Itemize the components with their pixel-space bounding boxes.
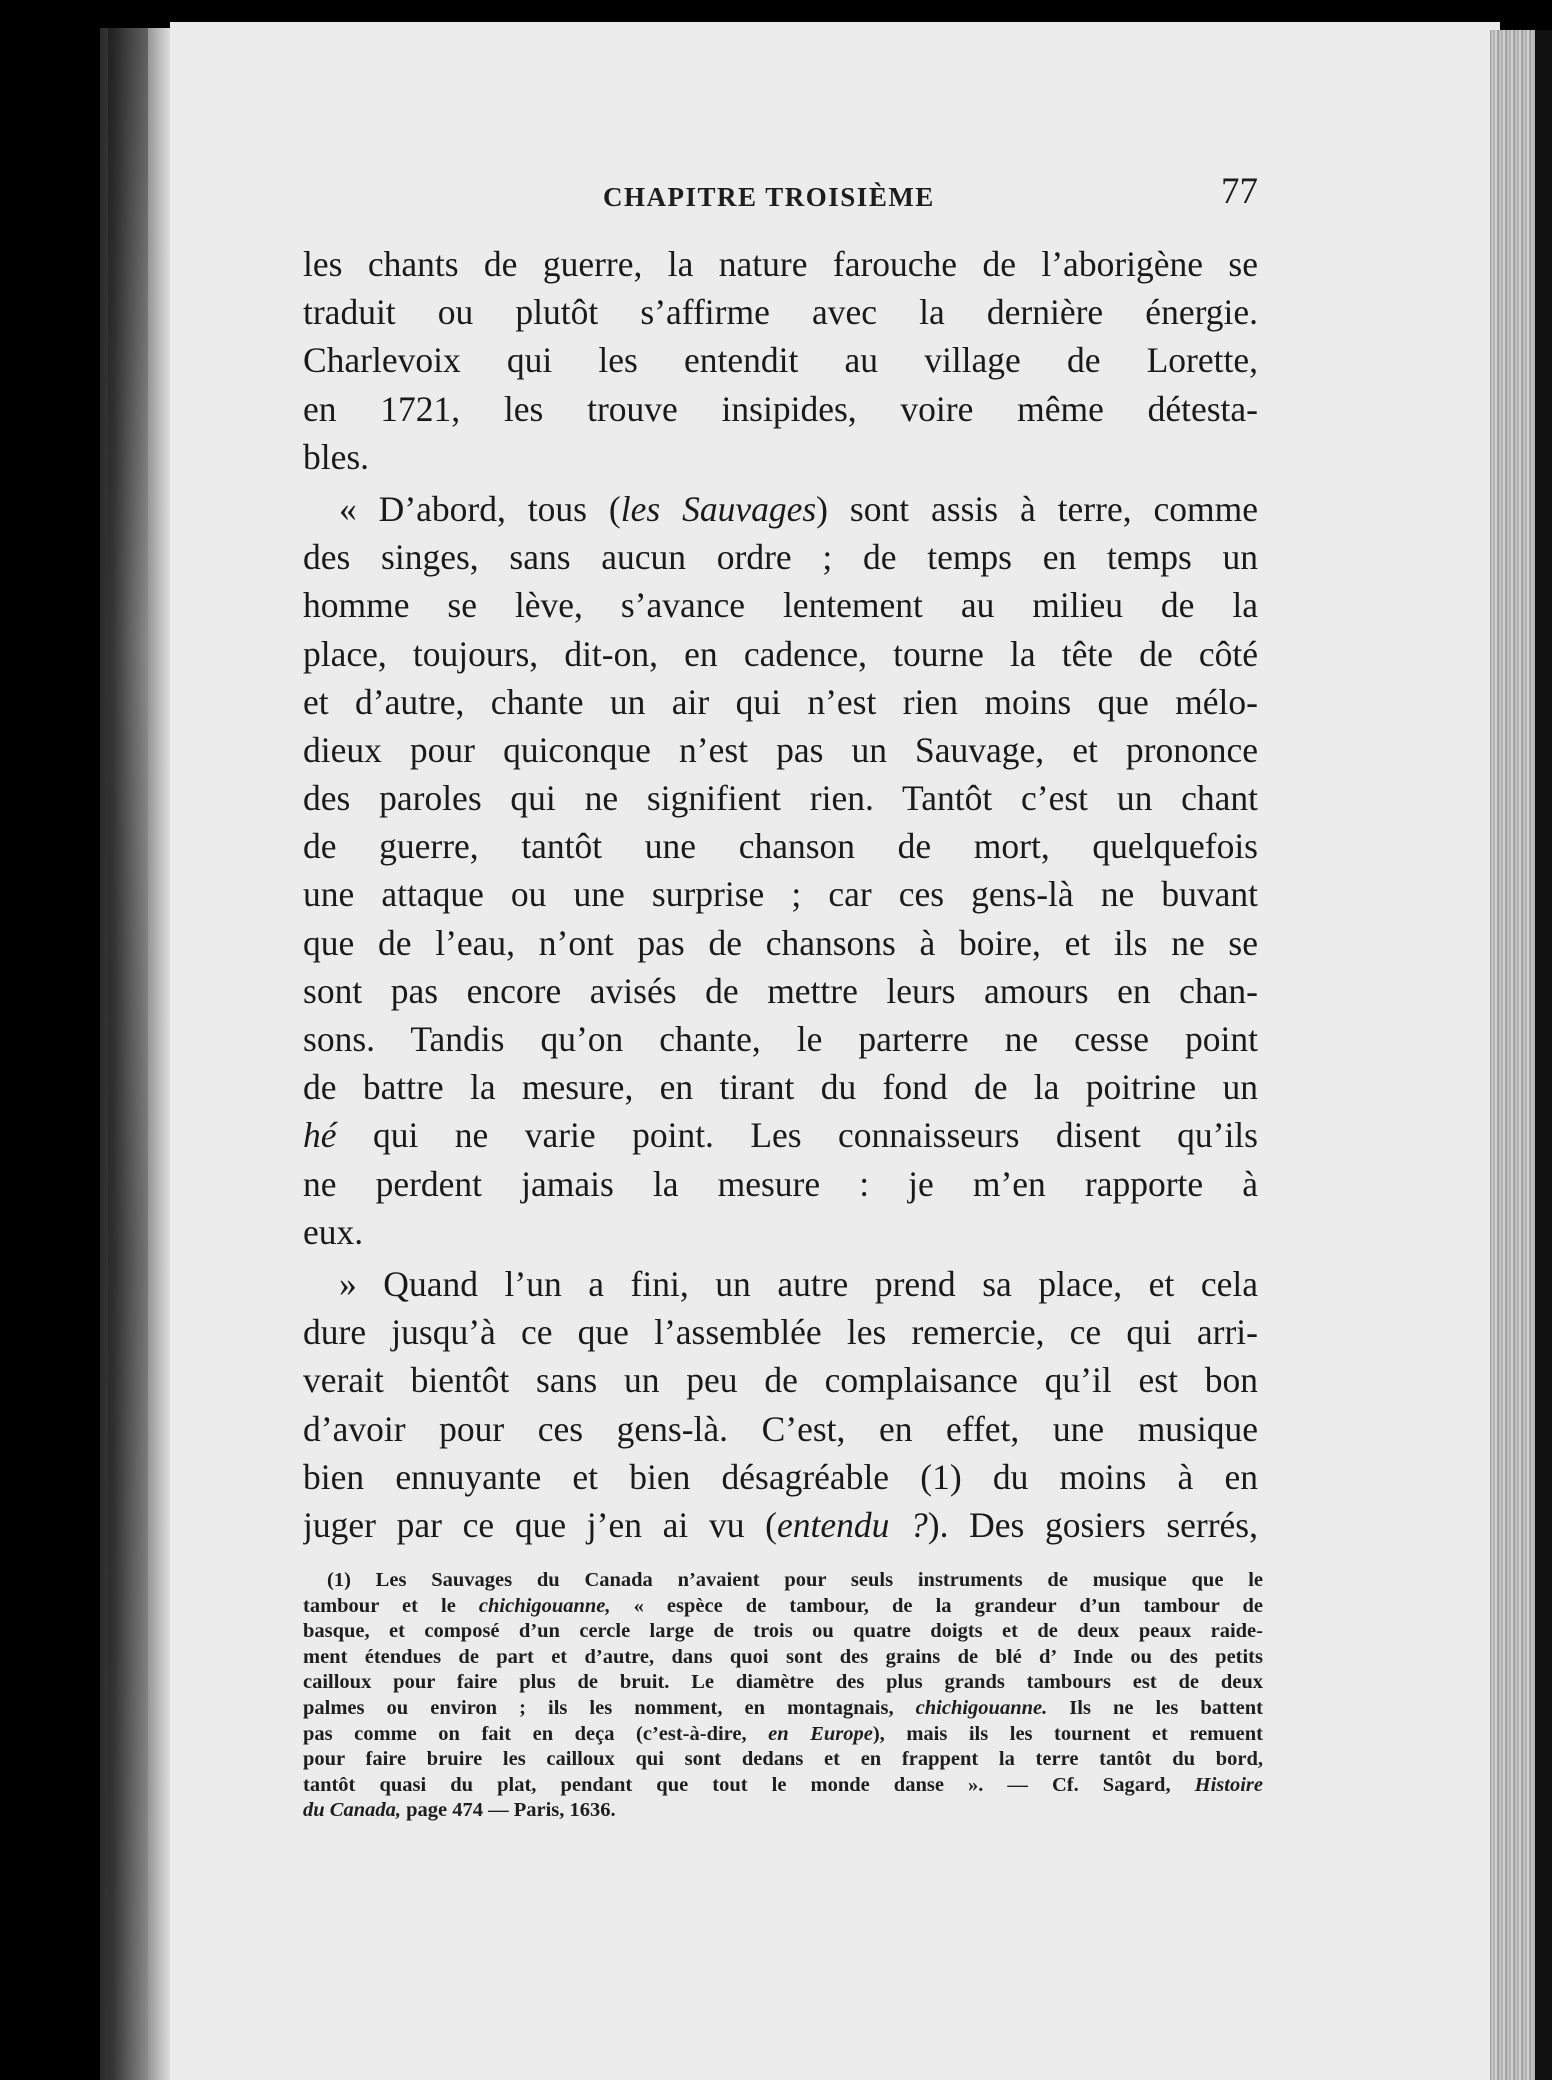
body-line-text: » Quand l’un a fini, un autre prend sa place, et cela [339,1263,1258,1304]
page-number: 77 [1221,171,1258,212]
footnote-line-text: tantôt quasi du plat, pendant que tout le monde danse ». — Cf. Sagard, [303,1773,1195,1796]
scan-background-left [0,0,100,2080]
body-line [303,385,1258,433]
body-line [303,1405,1258,1453]
body-line [303,581,1258,629]
body-line-text: en 1721, les trouve insipides, voire même détesta- [303,388,1258,429]
body-line [303,1501,1258,1549]
body-line-text: et d’autre, chante un air qui n’est rien moins que mélo- [303,681,1258,722]
footnote-line-text: ment étendues de part et d’autre, dans quoi sont des grains de blé d’ Inde ou des petits [303,1645,1263,1668]
footnote-line-text: basque, et composé d’un cercle large de trois ou quatre doigts et de deux peaux raide- [303,1620,1263,1643]
body-line-text: sons. Tandis qu’on chante, le parterre ne cesse point [303,1019,1258,1059]
footnote-line-text: tambour et le [303,1594,479,1617]
footnote-line [303,1568,1263,1594]
body-line-text: des singes, sans aucun ordre ; de temps en temps un [303,537,1258,578]
body-line [303,288,1258,336]
body-line-text: les chants de guerre, la nature farouche de l’aborigène se [303,244,1258,284]
footnote-line-text: pour faire bruire les cailloux qui sont dedans et en frappent la terre tantôt du bord, [303,1748,1263,1771]
body-line-text: juger par ce que j’en ai vu ( [303,1504,777,1545]
body-line [303,774,1258,822]
body-line [303,630,1258,678]
body-line-text: que de l’eau, n’ont pas de chansons à boire, et ils ne se [303,922,1258,963]
scan-background-right [1535,30,1552,2080]
footnote-line-text-after: « espèce de tambour, de la grandeur d’un tambour de [610,1594,1263,1617]
body-line-text: eux. [303,1211,364,1252]
footnote-line-italic: du Canada, [303,1799,401,1822]
body-line [303,336,1258,384]
footnote-line-italic: chichigouanne. [915,1696,1048,1719]
footnote-line [303,1798,1263,1824]
body-line-text: sont pas encore avisés de mettre leurs amours en chan- [303,970,1258,1011]
body-line [303,485,1258,533]
body-line [303,1160,1258,1208]
footnote-line [303,1722,1263,1748]
body-line-text-after: qui ne varie point. Les connaisseurs disent qu’ils [336,1115,1258,1156]
body-line [303,919,1258,967]
body-line [303,1063,1258,1111]
body-line-text: de battre la mesure, en tirant du fond de la poitrine un [303,1067,1258,1108]
body-line-text-after: ). Des gosiers serrés, [927,1504,1258,1545]
body-line-italic: entendu ? [776,1504,928,1545]
footnote-line-text-after: ), mais ils les tournent et remuent [872,1722,1263,1745]
footnote [303,1568,1263,1824]
body-line-text: bles. [303,436,370,477]
body-line [303,967,1258,1015]
footnote-line-italic: en Europe [768,1722,873,1745]
footnote-line-italic: chichigouanne, [478,1594,611,1617]
body-line-text: des paroles qui ne signifient rien. Tantôt c’est un chant [303,778,1258,819]
body-line [303,240,1258,288]
body-line-text: dieux pour quiconque n’est pas un Sauvage, et prononce [303,729,1258,770]
body-line [303,1308,1258,1356]
body-line-text: homme se lève, s’avance lentement au milieu de la [303,585,1258,626]
body-line [303,1453,1258,1501]
body-line [303,1015,1258,1063]
footnote-line [303,1747,1263,1773]
body-line-text: de guerre, tantôt une chanson de mort, quelquefois [303,826,1258,867]
body-line-text: bien ennuyante et bien désagréable (1) du moins à en [303,1456,1258,1497]
footnote-line [303,1594,1263,1620]
body-line-text: une attaque ou une surprise ; car ces gens-là ne buvant [303,874,1258,915]
chapter-title: CHAPITRE TROISIÈME [603,182,935,212]
footnote-line [303,1670,1263,1696]
body-line [303,726,1258,774]
body-line [303,1260,1258,1308]
body-line-italic: les Sauvages [620,488,817,529]
footnote-line [303,1773,1263,1799]
body-line [303,433,1258,481]
footnote-line [303,1645,1263,1671]
body-line-text: Charlevoix qui les entendit au village de Lorette, [303,340,1258,381]
footnote-line-text-after: Ils ne les battent [1047,1696,1263,1719]
body-line-text: « D’abord, tous ( [339,488,621,529]
body-line [303,1111,1258,1159]
body-line-text: d’avoir pour ces gens-là. C’est, en effet, une musique [303,1408,1258,1449]
facing-page-shadow [108,28,148,2080]
body-line-text: place, toujours, dit-on, en cadence, tourne la tête de côté [303,633,1258,674]
footnote-line [303,1619,1263,1645]
footnote-line-text-after: page 474 — Paris, 1636. [400,1799,616,1822]
running-head [303,170,1258,226]
body-line-text: traduit ou plutôt s’affirme avec la dernière énergie. [303,292,1258,333]
footnote-line-text: pas comme on fait en deça (c’est-à-dire, [303,1722,769,1745]
body-line [303,822,1258,870]
footnote-line-italic: Histoire [1194,1773,1263,1796]
body-line-text: ne perdent jamais la mesure : je m’en rapporte à [303,1163,1258,1204]
footnote-line-text: (1) Les Sauvages du Canada n’avaient pour seuls instruments de musique que le [327,1569,1263,1591]
body-line [303,1208,1258,1256]
body-line [303,870,1258,918]
footnote-line-text: cailloux pour faire plus de bruit. Le diamètre des plus grands tambours est de deux [303,1671,1263,1694]
body-line [303,1356,1258,1404]
body-line-italic: hé [303,1115,337,1156]
body-line [303,678,1258,726]
footnote-line [303,1696,1263,1722]
body-text [303,240,1258,1549]
footnote-line-text: palmes ou environ ; ils les nomment, en montagnais, [303,1696,916,1719]
body-line [303,533,1258,581]
body-line-text: dure jusqu’à ce que l’assemblée les remercie, ce qui arri- [303,1312,1258,1353]
body-line-text: verait bientôt sans un peu de complaisance qu’il est bon [303,1360,1258,1401]
body-line-text-after: ) sont assis à terre, comme [816,488,1258,529]
